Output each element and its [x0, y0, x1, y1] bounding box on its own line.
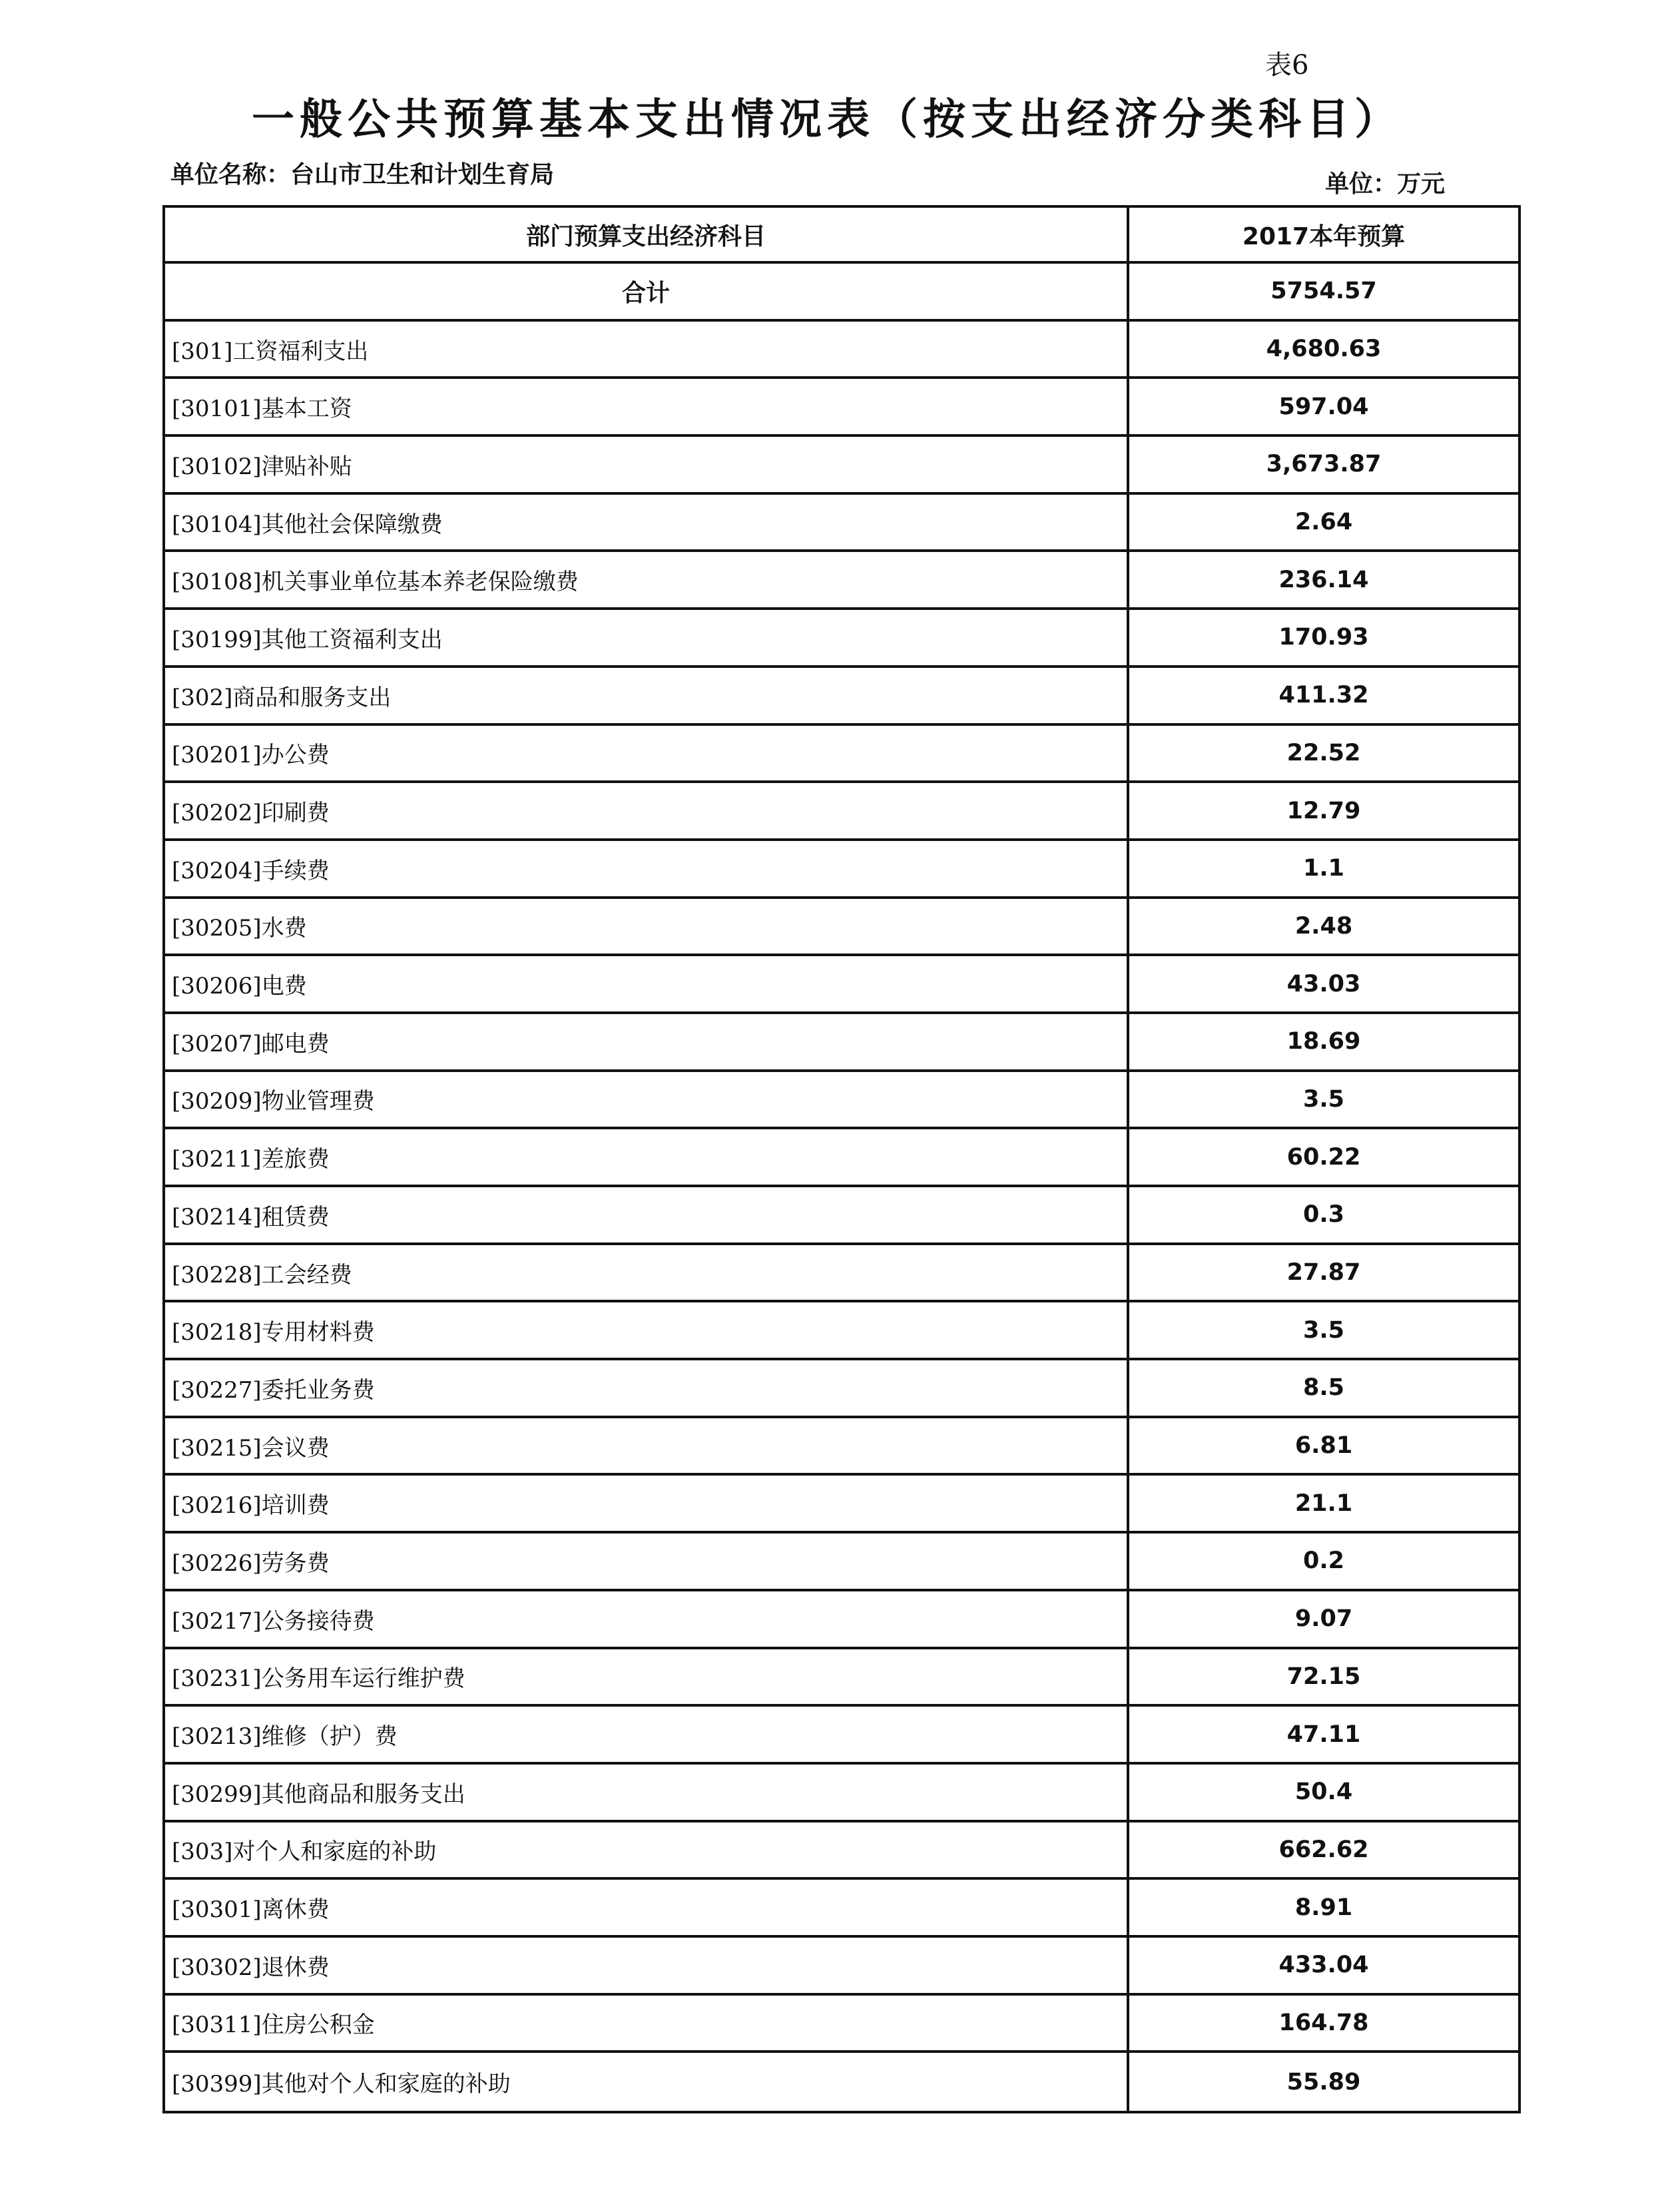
row-subject: [30217]公务接待费	[165, 1591, 1129, 1647]
row-subject: [30311]住房公积金	[165, 1996, 1129, 2051]
table-row	[165, 1591, 1518, 1649]
row-value: 3.5	[1302, 1316, 1344, 1344]
row-subject: [30399]其他对个人和家庭的补助	[165, 2053, 1129, 2111]
total-row	[165, 264, 1518, 322]
table-row	[165, 379, 1518, 437]
header-subject: 部门预算支出经济科目	[165, 208, 1129, 261]
table-row	[165, 1014, 1518, 1072]
row-subject: [30205]水费	[165, 899, 1129, 954]
row-value: 9.07	[1294, 1605, 1353, 1633]
row-subject: [30101]基本工资	[165, 379, 1129, 434]
row-value: 47.11	[1286, 1721, 1361, 1748]
row-value: 22.52	[1286, 739, 1361, 766]
row-subject: [30207]邮电费	[165, 1014, 1129, 1069]
row-subject: [302]商品和服务支出	[165, 668, 1129, 723]
table-row	[165, 1649, 1518, 1707]
row-value: 0.3	[1302, 1201, 1344, 1229]
row-subject: [30211]差旅费	[165, 1129, 1129, 1185]
row-subject: [30216]培训费	[165, 1476, 1129, 1531]
row-subject: [30226]劳务费	[165, 1533, 1129, 1589]
row-value: 18.69	[1286, 1028, 1361, 1055]
table-row	[165, 1187, 1518, 1245]
row-value: 50.4	[1294, 1779, 1353, 1806]
row-value: 8.91	[1294, 1894, 1353, 1921]
table-row	[165, 552, 1518, 610]
row-subject: [30228]工会经费	[165, 1245, 1129, 1300]
row-subject: [30227]委托业务费	[165, 1360, 1129, 1416]
table-row	[165, 1302, 1518, 1360]
total-value: 5754.57	[1270, 278, 1377, 305]
row-subject: [30218]专用材料费	[165, 1302, 1129, 1358]
row-value: 2.48	[1294, 912, 1353, 940]
row-value: 12.79	[1286, 797, 1361, 824]
row-value: 597.04	[1278, 393, 1369, 420]
row-value: 0.2	[1302, 1547, 1344, 1575]
row-value: 1.1	[1302, 855, 1344, 882]
row-value: 164.78	[1278, 2009, 1369, 2036]
table-row	[165, 668, 1518, 726]
row-subject: [30214]租赁费	[165, 1187, 1129, 1243]
row-subject: [30202]印刷费	[165, 783, 1129, 838]
row-subject: [30301]离休费	[165, 1880, 1129, 1935]
row-subject: [30108]机关事业单位基本养老保险缴费	[165, 552, 1129, 607]
row-value: 72.15	[1286, 1663, 1361, 1690]
row-subject: [30199]其他工资福利支出	[165, 610, 1129, 665]
row-value: 21.1	[1294, 1490, 1353, 1517]
budget-table	[162, 205, 1521, 2113]
row-subject: [303]对个人和家庭的补助	[165, 1822, 1129, 1878]
table-row	[165, 1707, 1518, 1765]
unit-label: 单位：万元	[1325, 170, 1446, 198]
table-row	[165, 1938, 1518, 1996]
table-row	[165, 1765, 1518, 1822]
table-row	[165, 1418, 1518, 1476]
row-value: 411.32	[1278, 682, 1369, 709]
row-subject: [30299]其他商品和服务支出	[165, 1765, 1129, 1820]
table-row	[165, 899, 1518, 957]
table-row	[165, 726, 1518, 784]
table-number: 表6	[1265, 50, 1309, 81]
document-title: 一般公共预算基本支出情况表（按支出经济分类科目）	[252, 95, 1402, 144]
row-value: 662.62	[1278, 1836, 1369, 1863]
table-row	[165, 437, 1518, 495]
row-subject: [30104]其他社会保障缴费	[165, 495, 1129, 550]
table-row	[165, 956, 1518, 1014]
total-label: 合计	[165, 264, 1129, 319]
table-row	[165, 1533, 1518, 1591]
table-row	[165, 495, 1518, 553]
row-subject: [30231]公务用车运行维护费	[165, 1649, 1129, 1705]
row-value: 43.03	[1286, 970, 1361, 997]
table-row	[165, 1360, 1518, 1418]
row-subject: [30209]物业管理费	[165, 1072, 1129, 1127]
table-row	[165, 1880, 1518, 1938]
row-subject: [30204]手续费	[165, 841, 1129, 896]
row-value: 433.04	[1278, 1952, 1369, 1979]
row-subject: [301]工资福利支出	[165, 322, 1129, 377]
row-value: 170.93	[1278, 624, 1369, 651]
table-row	[165, 2053, 1518, 2111]
unit-name: 单位名称：台山市卫生和计划生育局	[170, 161, 555, 188]
table-row	[165, 610, 1518, 668]
table-row	[165, 783, 1518, 841]
table-row	[165, 1476, 1518, 1533]
header-budget: 2017本年预算	[1242, 222, 1406, 250]
row-value: 2.64	[1294, 509, 1353, 536]
row-value: 4,680.63	[1266, 336, 1382, 363]
row-value: 6.81	[1294, 1432, 1353, 1460]
table-row	[165, 841, 1518, 899]
row-subject: [30102]津贴补贴	[165, 437, 1129, 492]
table-row	[165, 1072, 1518, 1130]
row-subject: [30215]会议费	[165, 1418, 1129, 1474]
row-subject: [30206]电费	[165, 956, 1129, 1011]
table-row	[165, 1822, 1518, 1880]
table-row	[165, 1129, 1518, 1187]
table-row	[165, 1245, 1518, 1303]
table-header-row	[165, 208, 1518, 264]
row-subject: [30302]退休费	[165, 1938, 1129, 1993]
table-row	[165, 322, 1518, 380]
table-body	[165, 322, 1518, 2111]
row-value: 27.87	[1286, 1259, 1361, 1286]
row-value: 8.5	[1302, 1374, 1344, 1402]
row-subject: [30201]办公费	[165, 726, 1129, 781]
row-value: 55.89	[1286, 2068, 1361, 2095]
row-subject: [30213]维修（护）费	[165, 1707, 1129, 1762]
table-row	[165, 1996, 1518, 2054]
row-value: 3,673.87	[1266, 451, 1382, 478]
row-value: 3.5	[1302, 1085, 1344, 1113]
row-value: 60.22	[1286, 1143, 1361, 1171]
row-value: 236.14	[1278, 566, 1369, 593]
